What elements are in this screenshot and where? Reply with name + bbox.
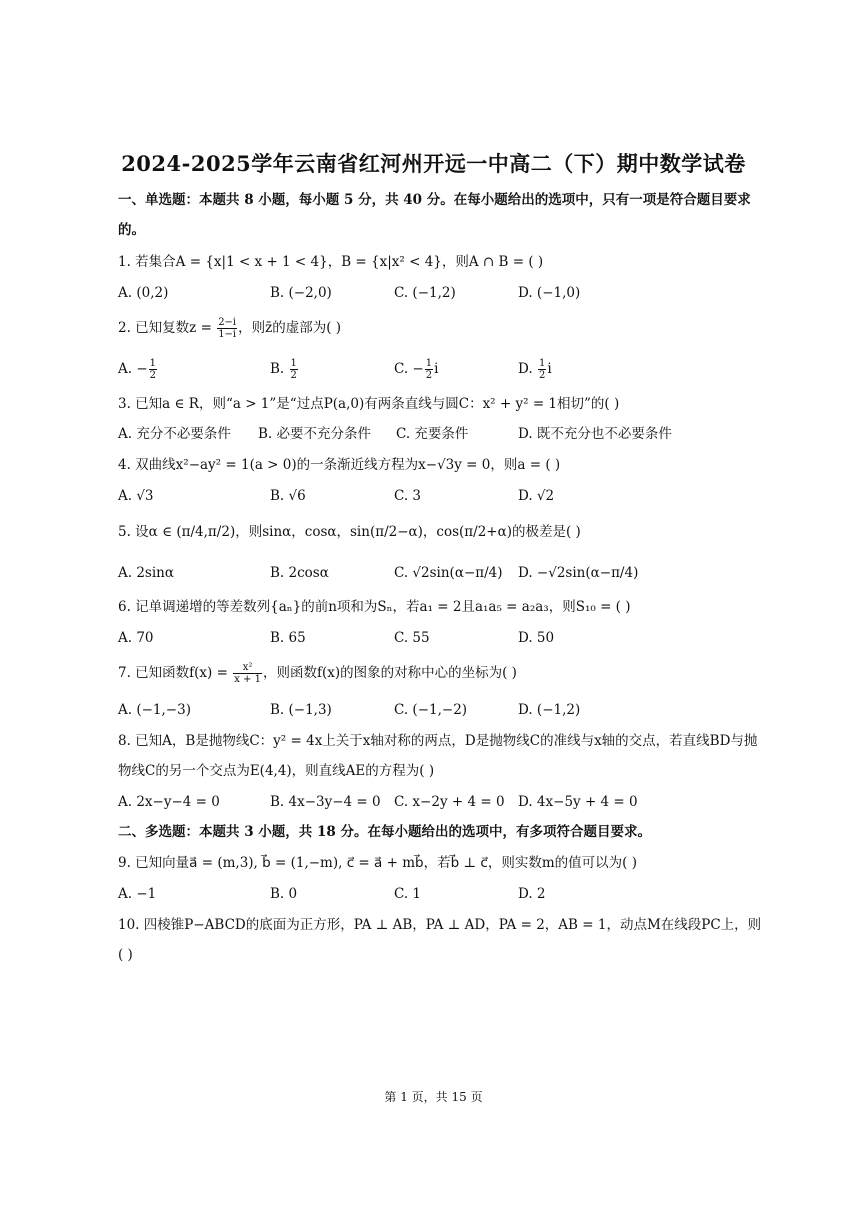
- q5-option-a: A. 2sinα: [118, 565, 174, 581]
- q7-option-c: C. (−1,−2): [394, 702, 468, 718]
- question-10-line1: 10. 四棱锥P−ABCD的底面为正方形，PA ⊥ AB，PA ⊥ AD，PA = 2，AB = 1，动点M在线段PC上，则: [118, 917, 762, 933]
- q2-a-num: 1: [149, 358, 157, 369]
- q7-frac-den: x + 1: [234, 674, 261, 685]
- question-5-stem: 5. 设α ∈ (π/4,π/2)，则sinα，cosα，sin(π/2−α)，cos(π/2+α)的极差是( ): [118, 524, 581, 540]
- exam-title: 2024-2025学年云南省红河州开远一中高二（下）期中数学试卷: [121, 151, 746, 176]
- question-4-stem: 4. 双曲线x²−ay² = 1(a > 0)的一条渐近线方程为x−√3y = 0，则a = ( ): [118, 457, 561, 473]
- question-2-stem: [118, 317, 341, 340]
- q7-option-b: B. (−1,3): [270, 702, 332, 718]
- q3-option-c: C. 充要条件: [396, 426, 469, 442]
- q2-b-pre: B.: [270, 361, 289, 377]
- q4-option-b: B. √6: [270, 488, 306, 504]
- question-1-stem: 1. 若集合A = {x|1 < x + 1 < 4}，B = {x|x² < 4}，则A ∩ B = ( ): [118, 254, 544, 270]
- q2-stem-post: ，则z̄的虚部为( ): [238, 320, 342, 336]
- q2-d-den: 2: [538, 370, 546, 381]
- q2-option-d: [518, 358, 552, 381]
- q7-fraction: [233, 662, 262, 685]
- q2-d-pre: D.: [518, 361, 537, 377]
- q9-option-c: C. 1: [394, 886, 422, 902]
- q4-option-c: C. 3: [394, 488, 422, 504]
- question-6-stem: 6. 记单调递增的等差数列{aₙ}的前n项和为Sₙ，若a₁ = 2且a₁a₅ = a₂a₃，则S₁₀ = ( ): [118, 599, 631, 615]
- q2-fraction: [217, 317, 237, 340]
- q9-option-b: B. 0: [270, 886, 298, 902]
- q9-option-d: D. 2: [518, 886, 546, 902]
- q4-option-d: D. √2: [518, 488, 555, 504]
- q7-stem-post: ，则函数f(x)的图象的对称中心的坐标为( ): [262, 665, 517, 681]
- q7-frac-num: x²: [233, 662, 262, 674]
- q2-option-a: [118, 358, 158, 381]
- question-10-line2: ( ): [118, 947, 133, 963]
- question-7-stem: [118, 662, 517, 685]
- q8-option-d: D. 4x−5y + 4 = 0: [518, 794, 638, 810]
- q2-stem-pre: 2. 已知复数z =: [118, 320, 212, 336]
- q2-d-num: 1: [538, 358, 546, 369]
- q7-stem-pre: 7. 已知函数f(x) =: [118, 665, 228, 681]
- q2-a-frac: [149, 358, 157, 381]
- q5-option-d: D. −√2sin(α−π/4): [518, 565, 639, 581]
- q2-c-den: 2: [425, 370, 433, 381]
- q3-option-a: A. 充分不必要条件: [118, 426, 231, 442]
- q2-c-i: i: [434, 361, 439, 377]
- question-8-line1: 8. 已知A，B是抛物线C：y² = 4x上关于x轴对称的两点，D是抛物线C的准线与x轴的交点，若直线BD与抛: [118, 733, 758, 749]
- q2-a-pre: A. −: [118, 361, 148, 377]
- q2-c-pre: C. −: [394, 361, 424, 377]
- q3-option-d: D. 既不充分也不必要条件: [518, 426, 672, 442]
- q6-option-b: B. 65: [270, 630, 306, 646]
- question-8-line2: 物线C的另一个交点为E(4,4)，则直线AE的方程为( ): [118, 763, 435, 779]
- q7-option-a: A. (−1,−3): [118, 702, 191, 718]
- q8-option-a: A. 2x−y−4 = 0: [118, 794, 220, 810]
- section-1-heading: 一、单选题：本题共 8 小题，每小题 5 分，共 40 分。在每小题给出的选项中，只有一项是符合题目要求: [118, 192, 751, 208]
- q2-a-den: 2: [149, 370, 157, 381]
- q2-d-frac: [538, 358, 546, 381]
- q2-frac-den: 1−i: [218, 329, 237, 340]
- q5-option-b: B. 2cosα: [270, 565, 329, 581]
- q9-option-a: A. −1: [118, 886, 157, 902]
- q5-option-c: C. √2sin(α−π/4): [394, 565, 503, 581]
- q8-option-c: C. x−2y + 4 = 0: [394, 794, 505, 810]
- q2-b-num: 1: [290, 358, 297, 369]
- q2-option-c: [394, 358, 438, 381]
- q2-b-frac: [290, 358, 298, 381]
- q1-option-d: D. (−1,0): [518, 285, 581, 301]
- q2-c-num: 1: [425, 358, 433, 369]
- q1-option-b: B. (−2,0): [270, 285, 332, 301]
- q7-option-d: D. (−1,2): [518, 702, 581, 718]
- question-3-stem: 3. 已知a ∈ R，则“a > 1”是“过点P(a,0)有两条直线与圆C：x² + y² = 1相切”的( ): [118, 396, 620, 412]
- q2-c-frac: [425, 358, 433, 381]
- q8-option-b: B. 4x−3y−4 = 0: [270, 794, 381, 810]
- q1-option-c: C. (−1,2): [394, 285, 456, 301]
- q2-d-i: i: [547, 361, 552, 377]
- page-footer: 第 1 页，共 15 页: [384, 1090, 483, 1104]
- q4-option-a: A. √3: [118, 488, 154, 504]
- section-2-heading: 二、多选题：本题共 3 小题，共 18 分。在每小题给出的选项中，有多项符合题目要求。: [118, 824, 651, 840]
- q6-option-d: D. 50: [518, 630, 555, 646]
- section-1-heading-cont: 的。: [118, 222, 145, 238]
- q2-frac-num: 2−i: [218, 317, 237, 328]
- question-9-stem: 9. 已知向量a⃗ = (m,3), b⃗ = (1,−m), c⃗ = a⃗ + mb⃗，若b⃗ ⊥ c⃗，则实数m的值可以为( ): [118, 855, 637, 871]
- q1-option-a: A. (0,2): [118, 285, 169, 301]
- q3-option-b: B. 必要不充分条件: [258, 426, 372, 442]
- q2-option-b: [270, 358, 299, 381]
- q6-option-c: C. 55: [394, 630, 430, 646]
- q2-b-den: 2: [290, 370, 297, 381]
- q6-option-a: A. 70: [118, 630, 154, 646]
